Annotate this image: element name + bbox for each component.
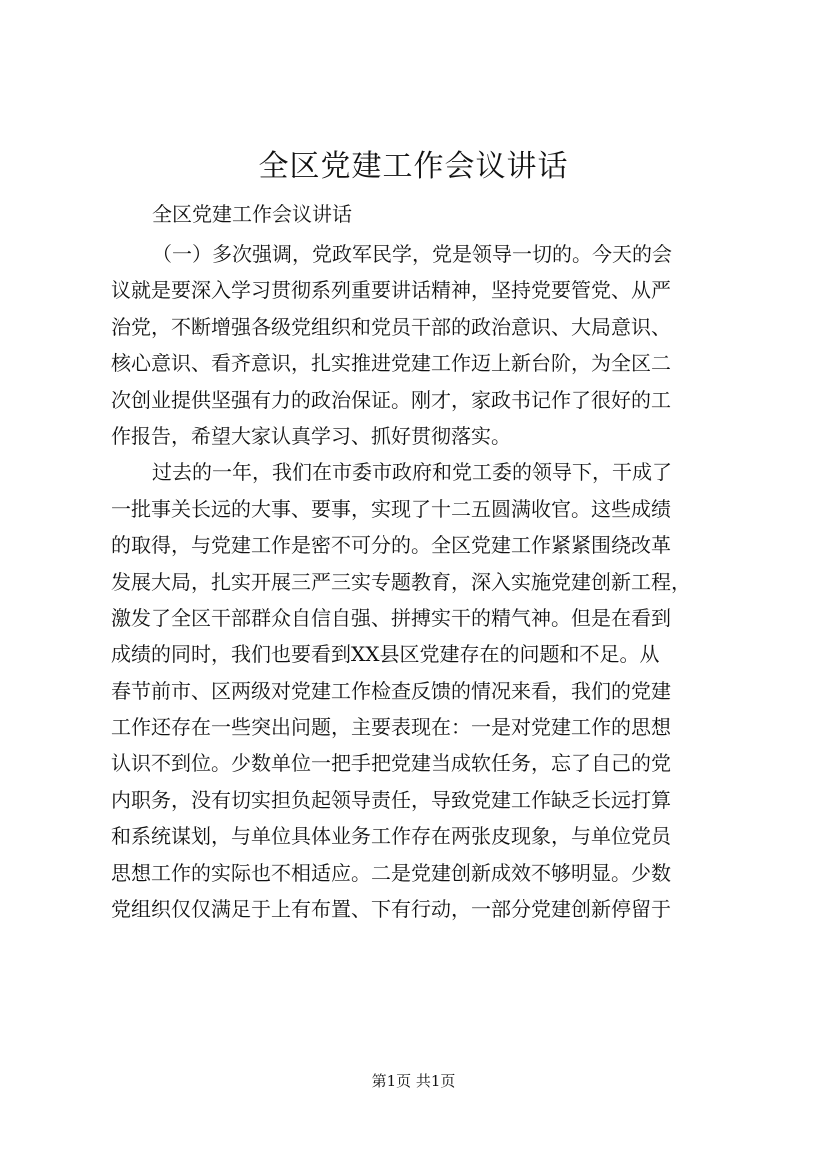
text-line: 议就是要深入学习贯彻系列重要讲话精神，坚持党要管党、从严 — [111, 278, 671, 303]
text-line: 的取得，与党建工作是密不可分的。全区党建工作紧紧围绕改革 — [111, 533, 671, 558]
document-body — [111, 236, 731, 927]
text-line: 一批事关长远的大事、要事，实现了十二五圆满收官。这些成绩 — [111, 496, 671, 521]
text-line: 思想工作的实际也不相适应。二是党建创新成效不够明显。少数 — [111, 860, 671, 885]
text-line: 认识不到位。少数单位一把手把党建当成软任务，忘了自己的党 — [111, 751, 671, 776]
text-line: 和系统谋划，与单位具体业务工作存在两张皮现象，与单位党员 — [111, 824, 671, 849]
text-line: 过去的一年，我们在市委市政府和党工委的领导下，干成了 — [152, 460, 672, 485]
text-line: 春节前市、区两级对党建工作检查反馈的情况来看，我们的党建 — [111, 678, 671, 703]
text-line: 发展大局，扎实开展三严三实专题教育，深入实施党建创新工程， — [111, 569, 691, 594]
text-line: 工作还存在一些突出问题，主要表现在：一是对党建工作的思想 — [111, 715, 671, 740]
document-subtitle: 全区党建工作会议讲话 — [152, 202, 352, 226]
text-line: 次创业提供坚强有力的政治保证。刚才，家政书记作了很好的工 — [111, 387, 671, 412]
text-line: 党组织仅仅满足于上有布置、下有行动，一部分党建创新停留于 — [111, 897, 671, 922]
text-line: 治党，不断增强各级党组织和党员干部的政治意识、大局意识、 — [111, 314, 671, 339]
page-footer: 第1页 共1页 — [371, 1072, 456, 1090]
text-line: 核心意识、看齐意识，扎实推进党建工作迈上新台阶，为全区二 — [111, 351, 671, 376]
text-line: 激发了全区干部群众自信自强、拼搏实干的精气神。但是在看到 — [111, 605, 671, 630]
document-title: 全区党建工作会议讲话 — [258, 149, 569, 184]
text-line: 内职务，没有切实担负起领导责任，导致党建工作缺乏长远打算 — [111, 787, 671, 812]
text-line: 成绩的同时，我们也要看到XX县区党建存在的问题和不足。从 — [111, 642, 660, 667]
text-line: 作报告，希望大家认真学习、抓好贯彻落实。 — [111, 423, 511, 448]
text-line: （一）多次强调，党政军民学，党是领导一切的。今天的会 — [152, 242, 672, 266]
